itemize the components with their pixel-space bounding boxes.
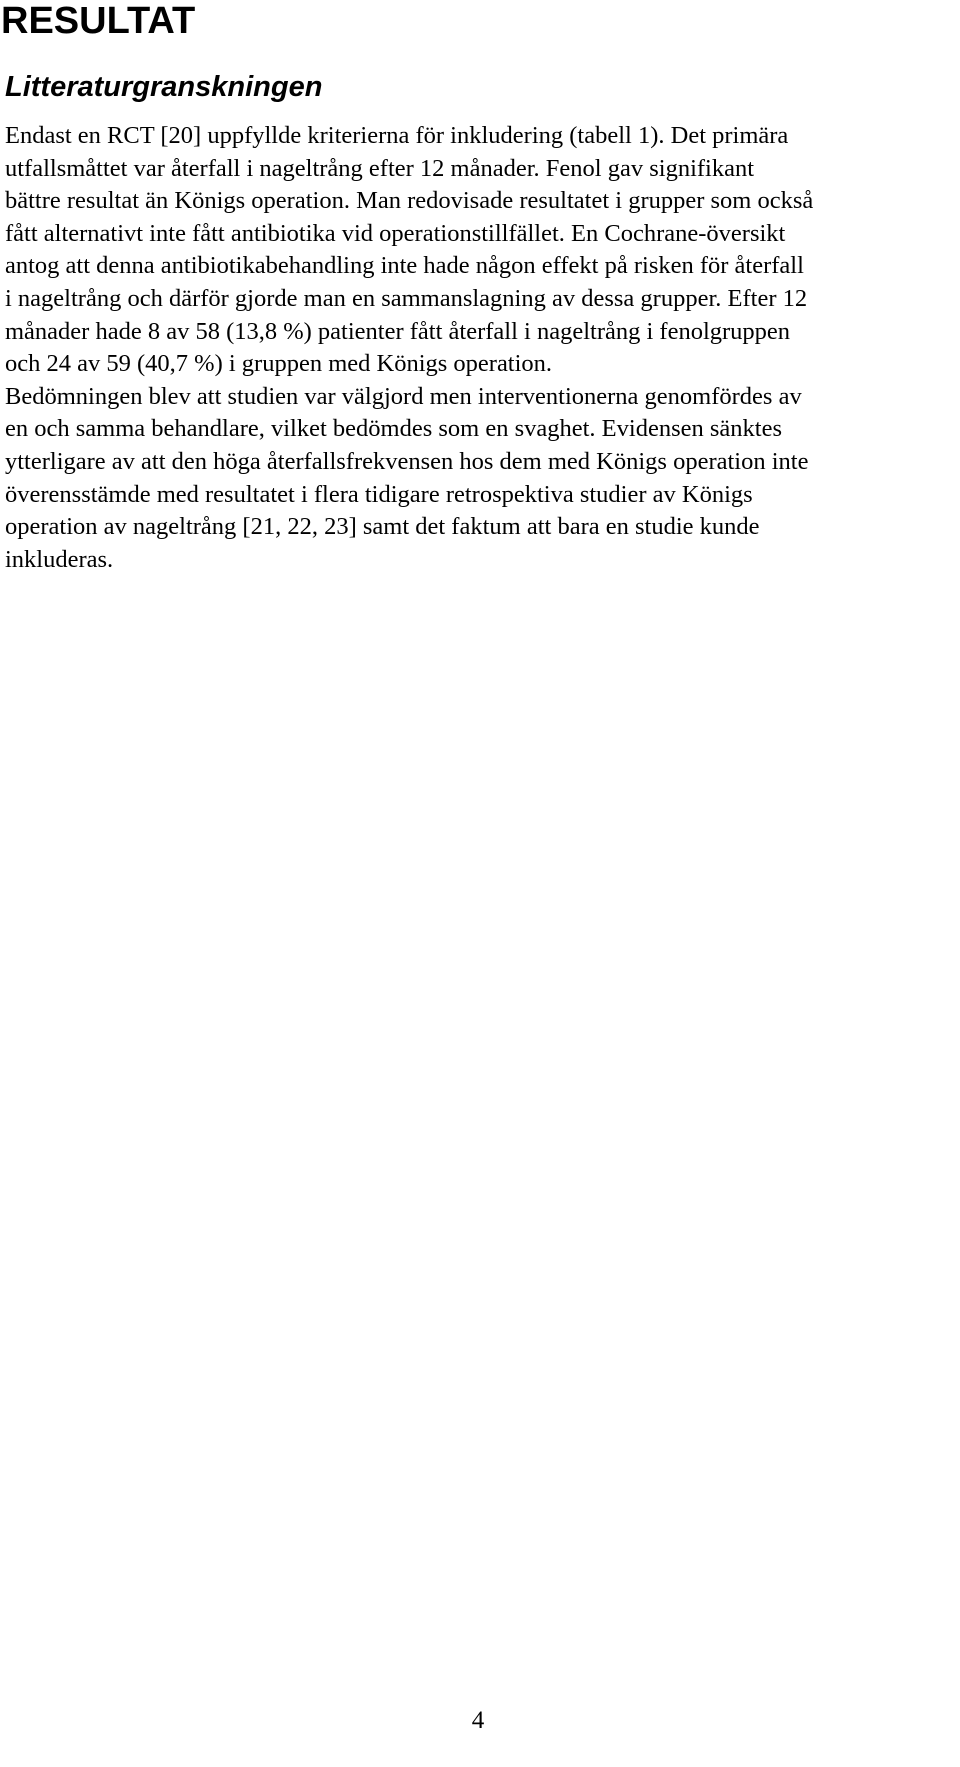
body-line: fått alternativt inte fått antibiotika vid operationstillfället. En Cochrane-översikt <box>5 219 786 247</box>
section-title: RESULTAT <box>1 0 196 42</box>
body-line: bättre resultat än Königs operation. Man redovisade resultatet i grupper som också <box>5 187 814 215</box>
body-line: månader hade 8 av 58 (13,8 %) patienter fått återfall i nageltrång i fenolgruppen <box>5 317 791 345</box>
body-line: inkluderas. <box>5 545 114 573</box>
body-line: överensstämde med resultatet i flera tidigare retrospektiva studier av Königs <box>5 480 753 508</box>
subsection-title: Litteraturgranskningen <box>5 71 323 103</box>
page-number-text: 4 <box>471 1707 485 1734</box>
body-line: Endast en RCT [20] uppfyllde kriterierna för inkludering (tabell 1). Det primära <box>5 122 789 149</box>
body-paragraph <box>5 120 950 576</box>
body-line: och 24 av 59 (40,7 %) i gruppen med Königs operation. <box>5 350 553 378</box>
body-line: ytterligare av att den höga återfallsfrekvensen hos dem med Königs operation inte <box>5 447 809 475</box>
body-line: en och samma behandlare, vilket bedömdes som en svaghet. Evidensen sänktes <box>5 415 782 443</box>
body-line: operation av nageltrång [21, 22, 23] samt det faktum att bara en studie kunde <box>5 513 760 541</box>
body-line: i nageltrång och därför gjorde man en sammanslagning av dessa grupper. Efter 12 <box>5 284 808 312</box>
body-line: antog att denna antibiotikabehandling inte hade någon effekt på risken för återfall <box>5 252 804 280</box>
body-line: utfallsmåttet var återfall i nageltrång efter 12 månader. Fenol gav signifikant <box>5 154 755 182</box>
page-number <box>0 1706 960 1736</box>
body-line: Bedömningen blev att studien var välgjord men interventionerna genomfördes av <box>5 382 802 410</box>
